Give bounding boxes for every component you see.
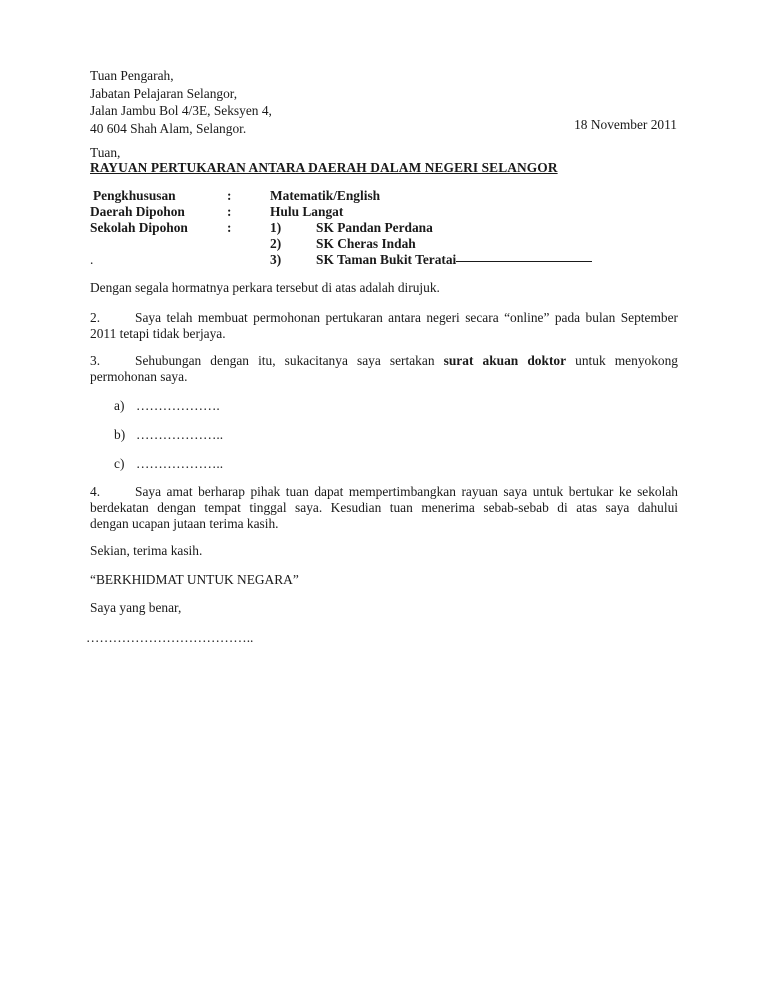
- recipient-line-2: Jabatan Pelajaran Selangor,: [90, 85, 238, 101]
- paragraph-2: [90, 310, 678, 342]
- daerah-label: Daerah Dipohon: [90, 204, 185, 219]
- recipient-line-4: 40 604 Shah Alam, Selangor.: [90, 120, 247, 136]
- paragraph-3-text-a: Sehubungan dengan itu, sukacitanya saya sertakan: [135, 353, 444, 368]
- school-name-with-rule: [316, 252, 592, 268]
- closing: Sekian, terima kasih.: [90, 543, 203, 558]
- sekolah-label: Sekolah Dipohon: [90, 220, 188, 235]
- colon: :: [227, 204, 232, 219]
- school-name: SK Taman Bukit Teratai: [316, 252, 457, 267]
- paragraph-3-text-b: untuk menyokong: [566, 353, 678, 368]
- paragraph-4-line-1: [90, 484, 678, 500]
- subject-heading: RAYUAN PERTUKARAN ANTARA DAERAH DALAM NEGERI SELANGOR: [90, 160, 558, 175]
- paragraph-1: Dengan segala hormatnya perkara tersebut di atas adalah dirujuk.: [90, 280, 440, 295]
- pengkhususan-value: Matematik/English: [270, 188, 381, 203]
- motto: “BERKHIDMAT UNTUK NEGARA”: [90, 572, 299, 587]
- list-item-b: [114, 427, 223, 443]
- paragraph-3-emphasis: surat akuan doktor: [443, 353, 567, 368]
- list-dots: ………………..: [136, 427, 224, 442]
- paragraph-3-line-2: permohonan saya.: [90, 369, 188, 384]
- paragraph-number: 4.: [90, 484, 101, 499]
- paragraph-4-line-2: berdekatan dengan tempat tinggal saya. Kesudian tuan menerima sebab-sebab di atas saya dahului: [90, 500, 678, 515]
- paragraph-2-line-2: 2011 tetapi tidak berjaya.: [90, 326, 226, 341]
- paragraph-number: 3.: [90, 353, 101, 368]
- recipient-line-3: Jalan Jambu Bol 4/3E, Seksyen 4,: [90, 103, 272, 118]
- list-dots: ………………..: [136, 456, 224, 471]
- daerah-value: Hulu Langat: [270, 204, 344, 219]
- paragraph-4: [90, 484, 678, 532]
- list-dots: ……………….: [136, 398, 220, 413]
- list-label: a): [114, 398, 125, 413]
- paragraph-3-line-1: [90, 353, 678, 369]
- list-label: c): [114, 456, 125, 471]
- colon: :: [227, 220, 232, 235]
- paragraph-4-text-1: Saya amat berharap pihak tuan dapat mempertimbangkan rayuan saya untuk bertukar ke sekolah: [135, 484, 678, 499]
- paragraph-4-line-3: dengan ucapan jutaan terima kasih.: [90, 516, 279, 531]
- paragraph-number: 2.: [90, 310, 101, 325]
- salutation: Tuan,: [90, 145, 121, 160]
- list-item-c: [114, 456, 223, 472]
- sign-off: Saya yang benar,: [90, 600, 182, 615]
- school-name: SK Cheras Indah: [316, 236, 416, 251]
- recipient-address: [90, 68, 272, 138]
- list-item-a: [114, 398, 220, 414]
- paragraph-3: [90, 353, 678, 385]
- stray-dot: .: [90, 252, 94, 267]
- recipient-line-1: Tuan Pengarah,: [90, 68, 174, 83]
- school-number: 1): [270, 220, 282, 235]
- list-label: b): [114, 427, 126, 442]
- paragraph-2-text-1: Saya telah membuat permohonan pertukaran antara negeri secara “online” pada bulan September: [135, 310, 678, 325]
- fill-rule: [456, 261, 592, 262]
- letter-date: 18 November 2011: [574, 117, 677, 132]
- school-number: 3): [270, 252, 282, 267]
- colon: :: [227, 188, 232, 203]
- signature-line: ………………………………..: [86, 630, 254, 645]
- school-name: SK Pandan Perdana: [316, 220, 433, 235]
- school-number: 2): [270, 236, 282, 251]
- pengkhususan-label: Pengkhususan: [93, 188, 176, 203]
- paragraph-2-line-1: [90, 310, 678, 326]
